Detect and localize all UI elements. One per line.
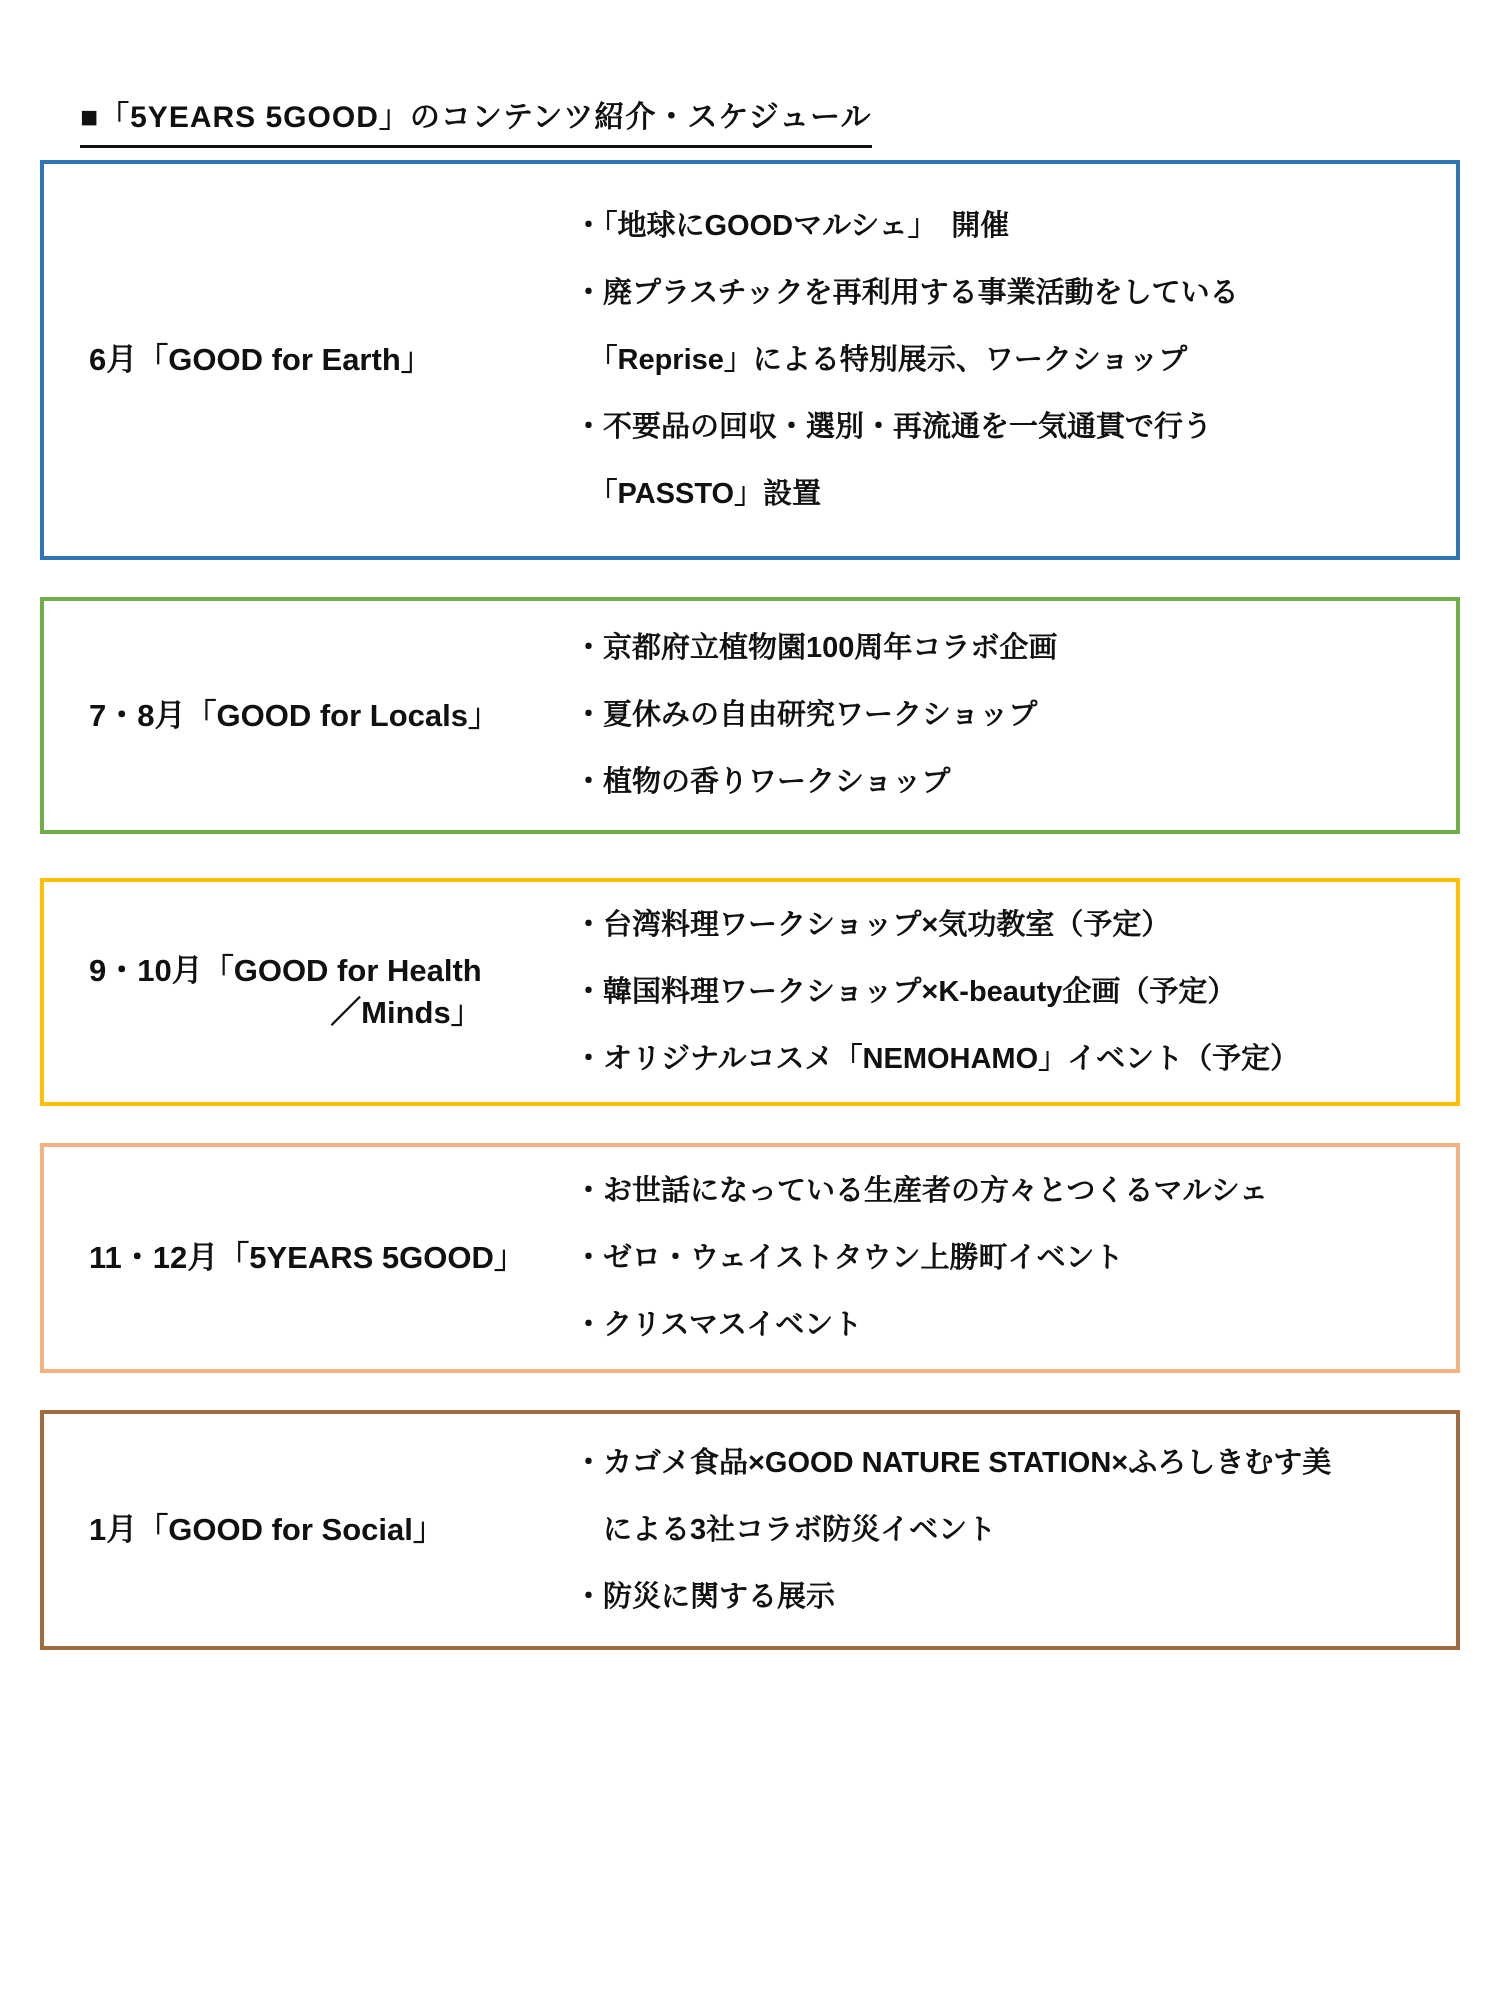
bullet-line: ・クリスマスイベント — [574, 1308, 863, 1341]
schedule-label — [44, 882, 574, 1102]
label-line: 1月「GOOD for Social」 — [89, 1512, 444, 1548]
bullet-list — [574, 601, 1456, 830]
label-line: 11・12月「5YEARS 5GOOD」 — [89, 1240, 525, 1276]
bullet-line: ・オリジナルコスメ「NEMOHAMO」イベント（予定） — [574, 1042, 1300, 1075]
bullet-list — [574, 1414, 1456, 1646]
bullet-line: ・不要品の回収・選別・再流通を一気通貫で行う — [574, 410, 1213, 443]
bullet-line: ・台湾料理ワークショップ×気功教室（予定） — [574, 908, 1171, 941]
bullet-line: ・カゴメ食品×GOOD NATURE STATION×ふろしきむす美 — [574, 1446, 1332, 1479]
bullet-list — [574, 1147, 1456, 1369]
bullet-list — [574, 882, 1456, 1102]
bullet-line: 「PASSTO」設置 — [574, 477, 822, 510]
bullet-line: ・「地球にGOODマルシェ」 開催 — [574, 209, 1010, 242]
schedule-box-sept-oct — [40, 878, 1460, 1106]
bullet-line: ・韓国料理ワークショップ×K-beauty企画（予定） — [574, 975, 1237, 1008]
bullet-line: ・植物の香りワークショップ — [574, 766, 951, 798]
schedule-label — [44, 164, 574, 556]
schedule-box-nov-dec — [40, 1143, 1460, 1373]
bullet-line: ・ゼロ・ウェイストタウン上勝町イベント — [574, 1241, 1124, 1274]
bullet-line: ・夏休みの自由研究ワークショップ — [574, 699, 1038, 731]
label-line: 7・8月「GOOD for Locals」 — [89, 697, 499, 733]
bullet-line: ・廃プラスチックを再利用する事業活動をしている — [574, 276, 1239, 309]
schedule-box-july-august — [40, 597, 1460, 834]
schedule-label — [44, 1147, 574, 1369]
bullet-line: ・京都府立植物園100周年コラボ企画 — [574, 632, 1058, 664]
label-line: 9・10月「GOOD for Health — [89, 953, 482, 989]
label-line: 6月「GOOD for Earth」 — [89, 342, 432, 378]
bullet-line: 「Reprise」による特別展示、ワークショップ — [574, 343, 1188, 376]
bullet-line: による3社コラボ防災イベント — [574, 1513, 997, 1546]
bullet-line: ・防災に関する展示 — [574, 1580, 836, 1613]
bullet-list — [574, 164, 1456, 556]
label-line: ／Minds」 — [330, 995, 482, 1030]
schedule-box-june — [40, 160, 1460, 560]
schedule-label — [44, 1414, 574, 1646]
schedule-label — [44, 601, 574, 830]
page-title: ■「5YEARS 5GOOD」のコンテンツ紹介・スケジュール — [80, 92, 872, 148]
schedule-box-january — [40, 1410, 1460, 1650]
bullet-line: ・お世話になっている生産者の方々とつくるマルシェ — [574, 1174, 1269, 1207]
